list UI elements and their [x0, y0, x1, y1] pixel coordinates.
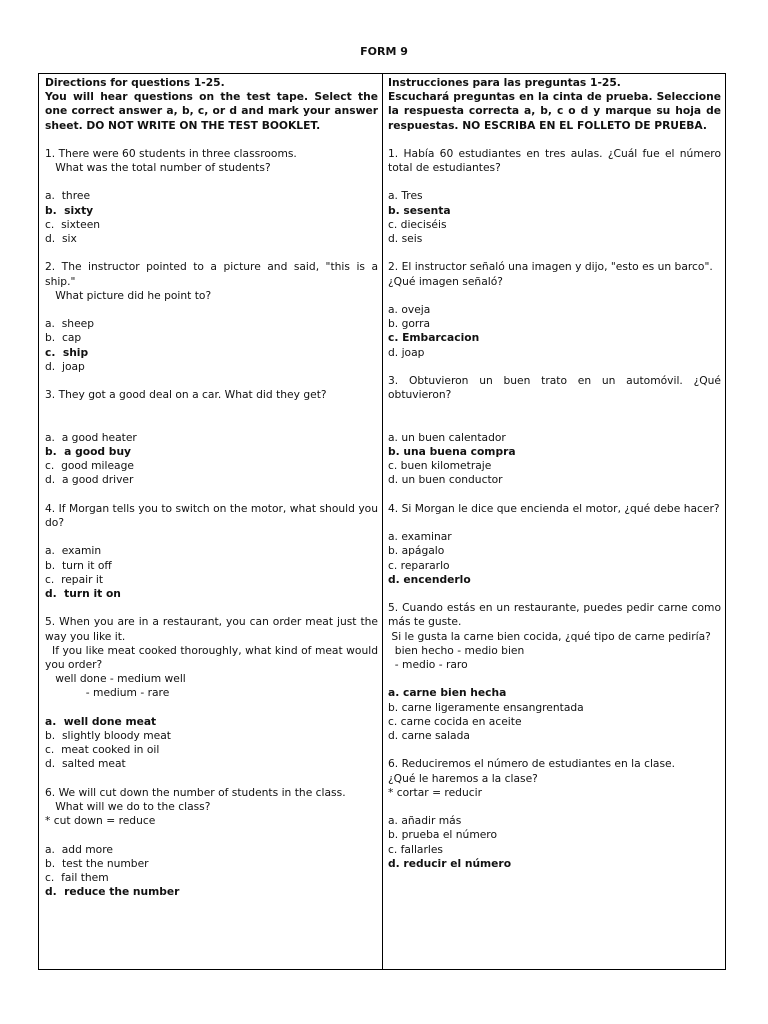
- answer-option-correct: c. ship: [45, 345, 89, 359]
- answer-option: a. añadir más: [388, 814, 462, 828]
- question-2: [388, 260, 721, 374]
- answer-option: d. salted meat: [45, 757, 126, 771]
- answer-option: b. prueba el número: [388, 828, 498, 842]
- spacer: [388, 488, 721, 502]
- spacer: [45, 772, 378, 786]
- spacer: [45, 701, 378, 715]
- answer-option: c. good mileage: [45, 459, 134, 473]
- question-text: [388, 601, 725, 672]
- spacer: [388, 672, 721, 686]
- answer-option: c. carne cocida en aceite: [388, 714, 522, 728]
- question-3: [45, 388, 378, 502]
- question-4: [45, 501, 382, 616]
- question-text-line: * cortar = reducir: [388, 785, 482, 799]
- question-2: [45, 260, 382, 388]
- question-text-line: - medium - rare: [45, 686, 170, 700]
- english-question-list: [45, 146, 382, 914]
- spanish-directions-body: Escuchará preguntas en la cinta de prueba. Seleccione la respuesta correcta a, b, c o d y marque su hoja de respuestas. NO ESCRIBA EN EL FOLLETO DE PRUEBA.: [388, 90, 721, 132]
- answer-option: c. meat cooked in oil: [45, 743, 160, 757]
- question-text-line: 1. There were 60 students in three classrooms.: [45, 146, 297, 160]
- form-title: FORM 9: [360, 45, 408, 58]
- answer-option: d. six: [45, 232, 77, 246]
- spacer: [388, 246, 721, 260]
- question-text-line: 1. Había 60 estudiantes en tres aulas. ¿Cuál fue el número total de estudiantes?: [388, 146, 725, 175]
- english-column: [45, 76, 382, 914]
- spacer: [45, 303, 378, 317]
- answer-option: d. seis: [388, 232, 423, 246]
- question-1: [45, 147, 378, 261]
- answer-option: b. cap: [45, 331, 82, 345]
- question-text-line: What picture did he point to?: [45, 288, 212, 302]
- question-text: [388, 260, 721, 288]
- question-text-line: 6. We will cut down the number of students in the class.: [45, 785, 346, 799]
- question-text-line: * cut down = reduce: [45, 814, 156, 828]
- answer-option: c. fail them: [45, 871, 109, 884]
- english-directions-title: Directions for questions 1-25.: [45, 76, 225, 89]
- spacer: [45, 488, 378, 502]
- question-text-line: 3. Obtuvieron un buen trato en un automóvil. ¿Qué obtuvieron?: [388, 374, 725, 402]
- answer-option: a. oveja: [388, 303, 431, 316]
- answer-option-correct: d. encenderlo: [388, 572, 471, 586]
- spacer: [388, 516, 721, 530]
- question-text-line: What was the total number of students?: [45, 161, 271, 175]
- question-3: [388, 374, 725, 502]
- answer-option: c. sixteen: [45, 217, 101, 231]
- answer-option-correct: d. reduce the number: [45, 885, 180, 899]
- question-text-line: ¿Qué le haremos a la clase?: [388, 771, 538, 785]
- question-text: [45, 786, 378, 829]
- spanish-directions-title: Instrucciones para las preguntas 1-25.: [388, 76, 621, 89]
- question-text-line: If you like meat cooked thoroughly, what kind of meat would you order?: [45, 643, 382, 671]
- answer-option: b. test the number: [45, 856, 149, 870]
- question-text-line: 6. Reduciremos el número de estudiantes en la clase.: [388, 757, 676, 771]
- spacer: [388, 402, 721, 430]
- answer-option: b. slightly bloody meat: [45, 729, 171, 742]
- question-text: [45, 615, 382, 700]
- spanish-column: [388, 76, 725, 885]
- column-divider: [382, 74, 383, 969]
- question-text: [45, 147, 378, 175]
- question-4: [388, 502, 721, 601]
- answer-option: b. turn it off: [45, 558, 112, 572]
- question-text: [45, 260, 382, 303]
- answer-option: c. repair it: [45, 572, 104, 586]
- spanish-directions: [388, 76, 721, 133]
- answer-option-correct: b. sesenta: [388, 203, 451, 217]
- answer-option: a. three: [45, 189, 91, 203]
- question-6: [45, 786, 378, 914]
- question-text: [388, 374, 725, 402]
- answer-option-correct: b. sixty: [45, 203, 94, 217]
- question-text: [388, 757, 721, 800]
- answer-option: a. a good heater: [45, 430, 137, 444]
- answer-option: a. sheep: [45, 317, 95, 331]
- question-text: [388, 146, 725, 175]
- question-1: [388, 146, 725, 261]
- question-text-line: ¿Qué imagen señaló?: [388, 274, 503, 288]
- answer-option-correct: b. a good buy: [45, 445, 132, 458]
- question-text-line: 5. Cuando estás en un restaurante, puedes pedir carne como más te guste.: [388, 601, 725, 629]
- question-text-line: well done - medium well: [45, 672, 186, 686]
- question-text: [45, 388, 378, 402]
- question-text: [45, 501, 382, 530]
- spacer: [45, 601, 378, 615]
- spanish-question-list: [388, 146, 725, 885]
- answer-option-correct: a. carne bien hecha: [388, 686, 507, 700]
- spacer: [45, 530, 378, 544]
- question-5: [388, 601, 725, 757]
- answer-option: a. examin: [45, 544, 102, 558]
- answer-option-correct: c. Embarcacion: [388, 331, 480, 345]
- spacer: [45, 899, 378, 913]
- spacer: [388, 289, 721, 303]
- question-text-line: 4. If Morgan tells you to switch on the motor, what should you do?: [45, 501, 382, 529]
- question-text-line: - medio - raro: [388, 658, 468, 671]
- spacer: [388, 175, 721, 189]
- answer-option: a. examinar: [388, 530, 452, 544]
- question-6: [388, 757, 721, 885]
- spacer: [388, 743, 721, 757]
- answer-option-correct: d. reducir el número: [388, 856, 512, 870]
- answer-option: d. un buen conductor: [388, 473, 503, 487]
- spacer: [45, 175, 378, 189]
- spacer: [45, 402, 378, 430]
- answer-option: a. un buen calentador: [388, 430, 506, 444]
- answer-option: c. dieciséis: [388, 217, 447, 231]
- question-text-line: 3. They got a good deal on a car. What did they get?: [45, 388, 327, 402]
- answer-option: c. repararlo: [388, 558, 450, 572]
- answer-option: d. a good driver: [45, 473, 134, 487]
- question-text-line: 2. The instructor pointed to a picture and said, "this is a ship.": [45, 260, 382, 288]
- answer-option: a. Tres: [388, 189, 423, 203]
- answer-option: d. joap: [388, 345, 425, 359]
- question-text-line: 4. Si Morgan le dice que encienda el motor, ¿qué debe hacer?: [388, 501, 720, 515]
- question-text-line: 5. When you are in a restaurant, you can order meat just the way you like it.: [45, 615, 382, 643]
- answer-option-correct: a. well done meat: [45, 714, 157, 728]
- question-text-line: Si le gusta la carne bien cocida, ¿qué tipo de carne pediría?: [388, 629, 711, 643]
- spacer: [388, 587, 721, 601]
- spacer: [45, 246, 378, 260]
- answer-option-correct: d. turn it on: [45, 587, 121, 600]
- answer-option-correct: b. una buena compra: [388, 445, 516, 458]
- question-text-line: 2. El instructor señaló una imagen y dijo, "esto es un barco".: [388, 260, 713, 274]
- question-text-line: What will we do to the class?: [45, 800, 211, 813]
- answer-option: b. gorra: [388, 317, 431, 331]
- question-text-line: bien hecho - medio bien: [388, 643, 525, 657]
- answer-option: c. buen kilometraje: [388, 459, 492, 473]
- answer-option: d. joap: [45, 359, 85, 373]
- answer-option: b. carne ligeramente ensangrentada: [388, 700, 584, 714]
- english-directions: [45, 76, 378, 133]
- bilingual-question-table: [38, 73, 726, 970]
- english-directions-body: You will hear questions on the test tape. Select the one correct answer a, b, c, or d and mark your answer sheet. DO NOT WRITE ON THE TEST BOOKLET.: [45, 90, 378, 132]
- answer-option: c. fallarles: [388, 842, 443, 856]
- spacer: [388, 800, 721, 814]
- spacer: [388, 360, 721, 374]
- question-text: [388, 502, 721, 516]
- question-5: [45, 615, 382, 785]
- answer-option: a. add more: [45, 842, 113, 856]
- answer-option: b. apágalo: [388, 544, 445, 558]
- answer-option: d. carne salada: [388, 729, 470, 742]
- spacer: [45, 374, 378, 388]
- spacer: [388, 871, 721, 885]
- spacer: [45, 828, 378, 842]
